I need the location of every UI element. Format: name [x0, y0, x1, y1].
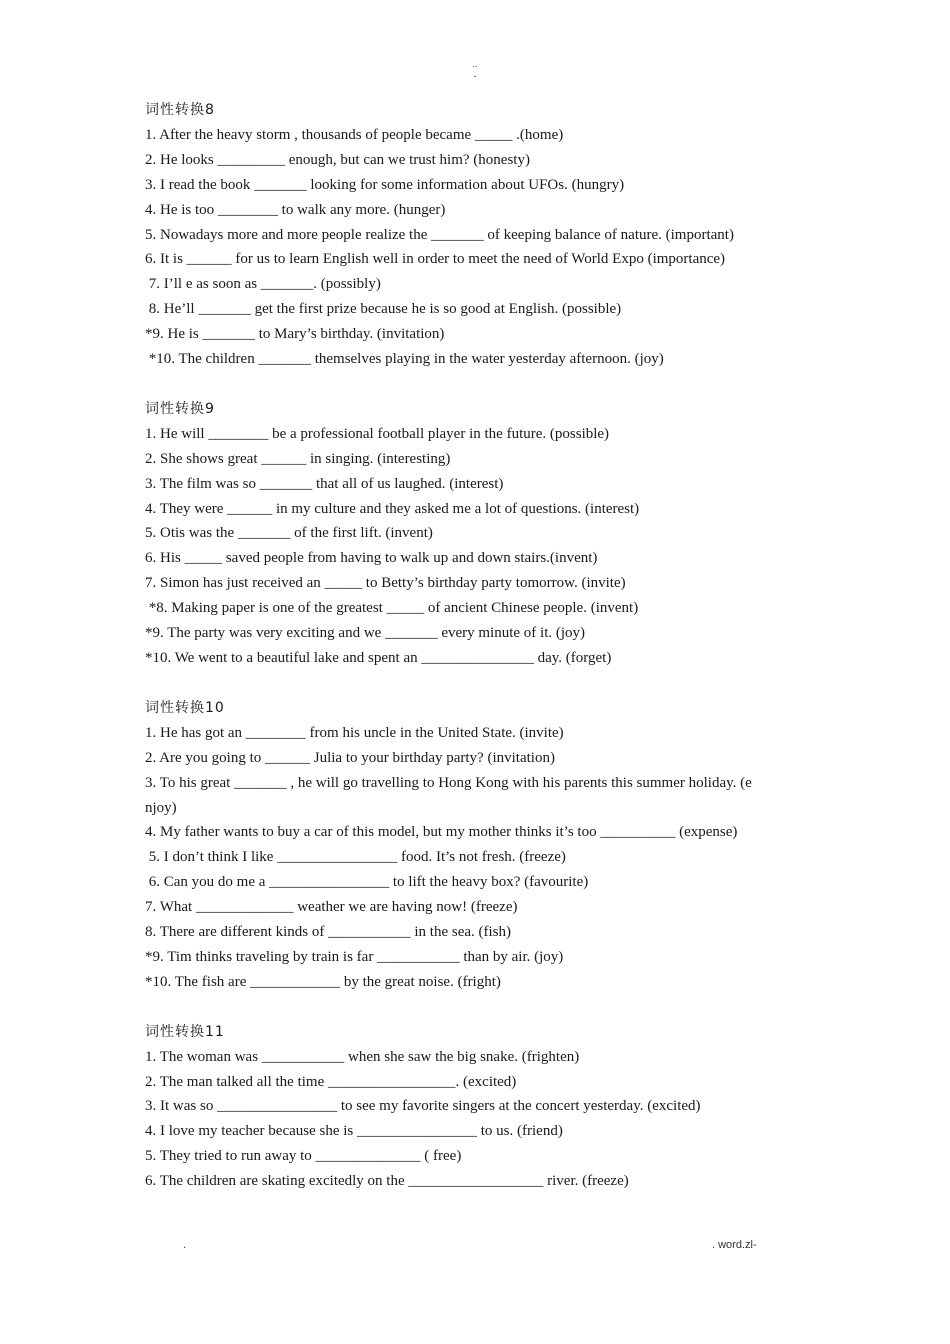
exercise-line: *8. Making paper is one of the greatest _____ of ancient Chinese people. (invent)	[145, 600, 639, 617]
exercise-line: 3. The film was so _______ that all of us laughed. (interest)	[145, 475, 504, 492]
exercise-line: *9. He is _______ to Mary’s birthday. (invitation)	[145, 326, 445, 343]
exercise-line: 2. The man talked all the time _________________. (excited)	[145, 1073, 517, 1090]
exercise-line: 7. I’ll e as soon as _______. (possibly)	[145, 276, 381, 293]
exercise-line: 3. I read the book _______ looking for some information about UFOs. (hungry)	[145, 176, 625, 193]
exercise-line: 1. He has got an ________ from his uncle in the United State. (invite)	[145, 724, 564, 741]
exercise-line: 2. Are you going to ______ Julia to your birthday party? (invitation)	[145, 749, 555, 766]
exercise-line: 1. He will ________ be a professional football player in the future. (possible)	[145, 425, 610, 442]
exercise-line: 2. He looks _________ enough, but can we trust him? (honesty)	[145, 151, 530, 168]
exercise-line: 3. To his great _______ , he will go travelling to Hong Kong with his parents this summer holiday. (e	[145, 774, 752, 791]
exercise-line: 5. Nowadays more and more people realize the _______ of keeping balance of nature. (important)	[145, 226, 734, 243]
section-10	[145, 696, 825, 995]
exercise-line: 4. I love my teacher because she is ________________ to us. (friend)	[145, 1123, 563, 1140]
worksheet-content	[145, 98, 825, 1219]
exercise-line: njoy)	[145, 799, 177, 816]
section-8	[145, 98, 825, 372]
exercise-line: 6. It is ______ for us to learn English well in order to meet the need of World Expo (importance)	[145, 251, 726, 268]
header-dots: ..	[472, 59, 478, 69]
exercise-line: 5. I don’t think I like ________________ food. It’s not fresh. (freeze)	[145, 849, 566, 866]
exercise-line: *10. The fish are ____________ by the great noise. (fright)	[145, 973, 501, 990]
exercise-line: 6. His _____ saved people from having to walk up and down stairs.(invent)	[145, 550, 598, 567]
exercise-line: *10. The children _______ themselves playing in the water yesterday afternoon. (joy)	[145, 351, 664, 368]
section-title: 词性转换8	[145, 102, 215, 118]
exercise-line: 6. Can you do me a ________________ to lift the heavy box? (favourite)	[145, 874, 589, 891]
exercise-line: 6. The children are skating excitedly on the __________________ river. (freeze)	[145, 1173, 629, 1190]
exercise-line: 4. My father wants to buy a car of this model, but my mother thinks it’s too __________ (expense)	[145, 824, 738, 841]
page-header	[0, 58, 950, 82]
exercise-line: *9. Tim thinks traveling by train is far ___________ than by air. (joy)	[145, 948, 564, 965]
header-dash: -	[473, 71, 477, 81]
exercise-line: 4. They were ______ in my culture and they asked me a lot of questions. (interest)	[145, 500, 640, 517]
section-9	[145, 397, 825, 671]
exercise-line: *9. The party was very exciting and we _______ every minute of it. (joy)	[145, 625, 586, 642]
section-title: 词性转换9	[145, 400, 215, 417]
footer-source: . word.zl-	[712, 1239, 757, 1251]
exercise-line: 1. The woman was ___________ when she saw the big snake. (frighten)	[145, 1048, 580, 1065]
exercise-line: 8. He’ll _______ get the first prize because he is so good at English. (possible)	[145, 301, 622, 318]
section-title: 词性转换11	[145, 1023, 225, 1040]
exercise-line: 7. What _____________ weather we are having now! (freeze)	[145, 899, 518, 916]
exercise-line: 1. After the heavy storm , thousands of people became _____ .(home)	[145, 126, 564, 143]
exercise-line: 5. Otis was the _______ of the first lift. (invent)	[145, 525, 433, 542]
section-11	[145, 1020, 825, 1194]
footer-left-mark: .	[183, 1239, 187, 1251]
exercise-line: 4. He is too ________ to walk any more. (hunger)	[145, 201, 446, 218]
section-title: 词性转换10	[145, 699, 225, 716]
exercise-line: 7. Simon has just received an _____ to Betty’s birthday party tomorrow. (invite)	[145, 575, 626, 592]
exercise-line: 8. There are different kinds of ___________ in the sea. (fish)	[145, 924, 512, 941]
exercise-line: 3. It was so ________________ to see my favorite singers at the concert yesterday. (excited)	[145, 1098, 701, 1115]
exercise-line: *10. We went to a beautiful lake and spent an _______________ day. (forget)	[145, 650, 612, 666]
exercise-line: 2. She shows great ______ in singing. (interesting)	[145, 450, 451, 467]
exercise-line: 5. They tried to run away to ______________ ( free)	[145, 1148, 462, 1165]
